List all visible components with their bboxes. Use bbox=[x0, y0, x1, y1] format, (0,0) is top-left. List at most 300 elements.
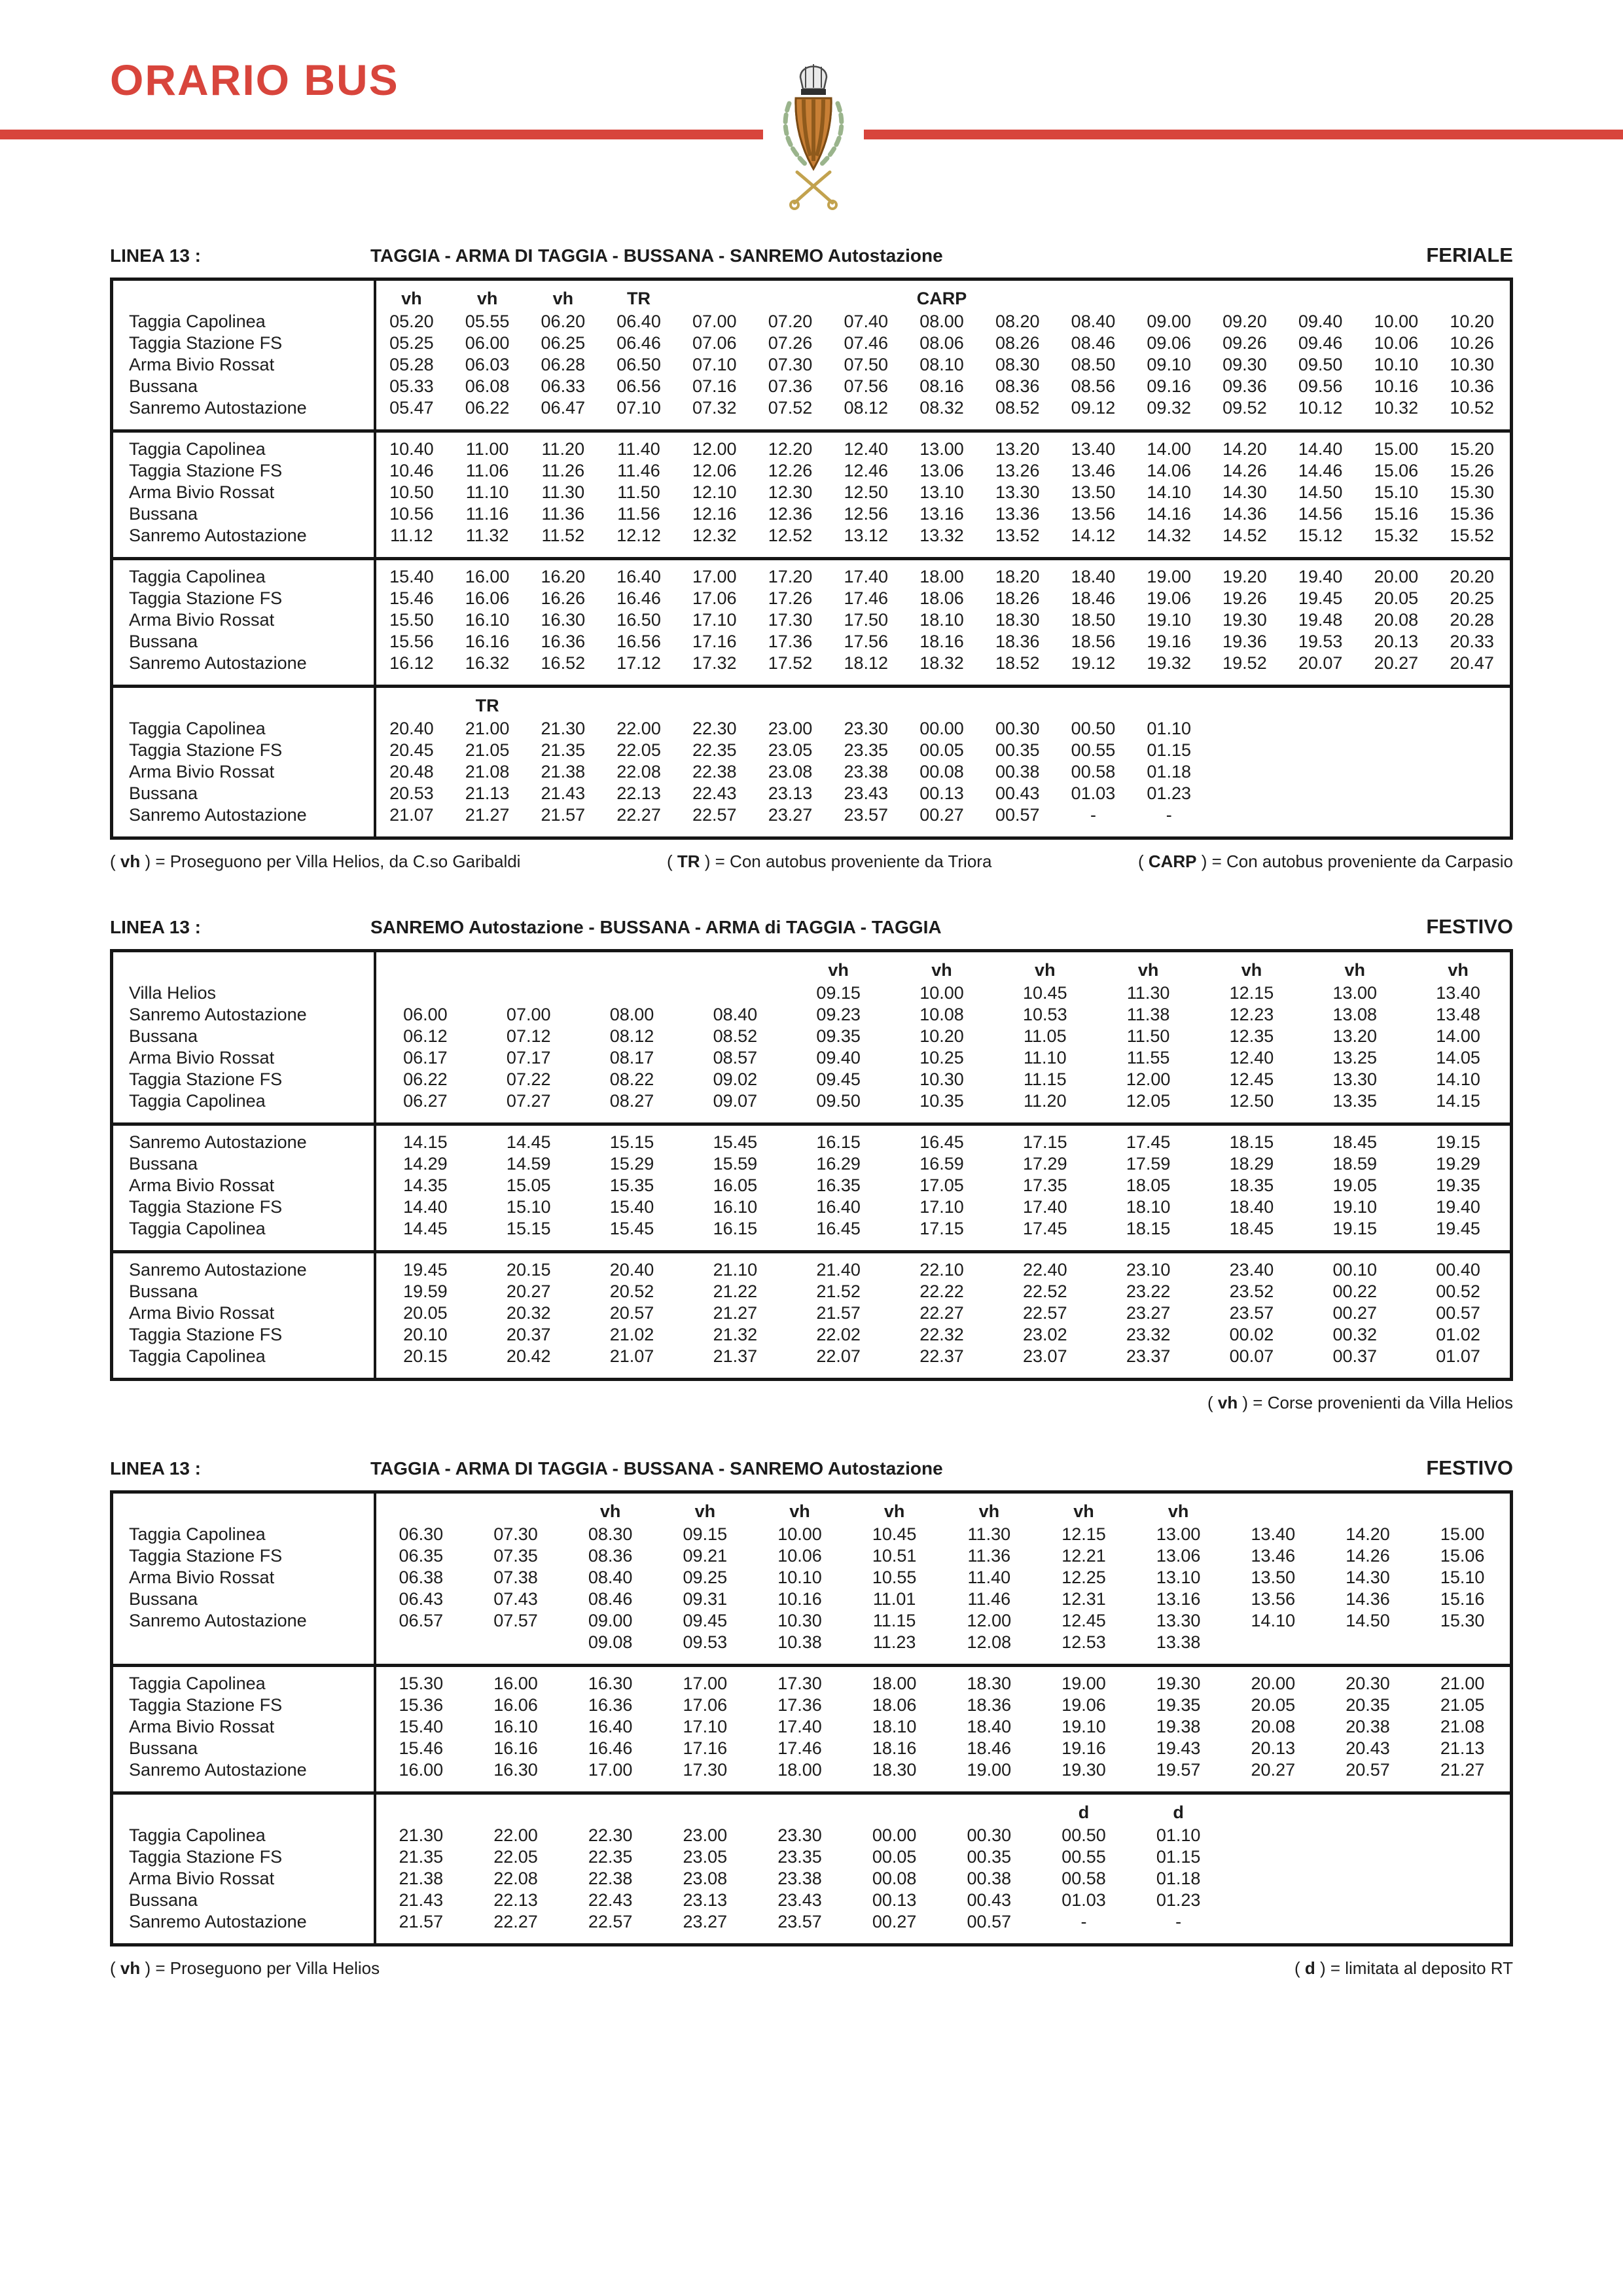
time-cell: 19.15 bbox=[1436, 1132, 1480, 1152]
time-cell: 19.29 bbox=[1436, 1154, 1480, 1174]
time-cell: 00.50 bbox=[1061, 1825, 1106, 1845]
time-cell: 13.50 bbox=[1071, 482, 1116, 502]
time-cell: 19.40 bbox=[1436, 1197, 1480, 1217]
time-cell: 22.30 bbox=[588, 1825, 633, 1845]
time-cell: 20.07 bbox=[1298, 653, 1343, 673]
time-cell: 11.23 bbox=[872, 1632, 916, 1652]
time-cell: 20.40 bbox=[389, 719, 434, 738]
time-cell: 22.35 bbox=[588, 1847, 633, 1867]
time-cell: 15.40 bbox=[609, 1197, 654, 1217]
time-cell: 23.13 bbox=[683, 1890, 728, 1910]
timetable-row bbox=[113, 1004, 1510, 1026]
timetable-row bbox=[113, 1302, 1510, 1324]
time-cell: 20.48 bbox=[389, 762, 434, 781]
time-cell: 00.32 bbox=[1332, 1325, 1378, 1344]
time-cell: 00.00 bbox=[919, 719, 964, 738]
time-cell: 21.30 bbox=[399, 1825, 444, 1845]
time-cell: 05.25 bbox=[389, 333, 434, 353]
time-cell: 17.36 bbox=[768, 632, 813, 651]
timetable-row bbox=[113, 609, 1510, 631]
time-cell: 17.50 bbox=[844, 610, 889, 630]
time-cell: 18.36 bbox=[995, 632, 1040, 651]
stop-label: Bussana bbox=[129, 1026, 198, 1046]
time-cell: 17.15 bbox=[1023, 1132, 1067, 1152]
time-cell: 13.36 bbox=[995, 504, 1040, 524]
time-cell: 11.15 bbox=[1024, 1069, 1067, 1089]
time-cell: 21.27 bbox=[465, 805, 510, 825]
footnote-code: TR bbox=[677, 852, 700, 871]
footnotes-row bbox=[110, 852, 1513, 872]
time-cell: 06.00 bbox=[403, 1005, 448, 1024]
time-cell: 21.32 bbox=[713, 1325, 758, 1344]
time-cell: 22.13 bbox=[616, 783, 661, 803]
timetable-block bbox=[113, 429, 1510, 557]
time-cell: 19.05 bbox=[1332, 1175, 1378, 1195]
time-cell: 11.46 bbox=[967, 1589, 1011, 1609]
time-cell: 18.10 bbox=[919, 610, 964, 630]
timetable-row bbox=[113, 740, 1510, 761]
time-cell: 23.30 bbox=[844, 719, 889, 738]
time-cell: 17.00 bbox=[692, 567, 737, 586]
time-cell: 23.08 bbox=[768, 762, 813, 781]
footnote-code: vh bbox=[120, 1958, 141, 1978]
time-cell: 20.52 bbox=[609, 1282, 654, 1301]
time-cell: 10.30 bbox=[777, 1611, 822, 1630]
time-cell: 12.00 bbox=[967, 1611, 1012, 1630]
time-cell: 08.00 bbox=[609, 1005, 654, 1024]
time-cell: 19.40 bbox=[1298, 567, 1343, 586]
flag-cell: vh bbox=[883, 1501, 905, 1521]
timetable-row bbox=[113, 525, 1510, 547]
stop-label: Villa Helios bbox=[129, 983, 217, 1003]
time-cell: 11.30 bbox=[967, 1524, 1011, 1544]
time-cell: 12.35 bbox=[1229, 1026, 1274, 1046]
time-cell: 14.00 bbox=[1436, 1026, 1480, 1046]
time-cell: 13.48 bbox=[1436, 1005, 1480, 1024]
time-cell: 08.06 bbox=[919, 333, 964, 353]
time-cell: 16.06 bbox=[465, 588, 510, 608]
time-cell: 12.15 bbox=[1061, 1524, 1106, 1544]
time-cell: 13.20 bbox=[1332, 1026, 1378, 1046]
time-cell: 06.33 bbox=[541, 376, 586, 396]
stop-label: Bussana bbox=[129, 1589, 198, 1609]
time-cell: 00.35 bbox=[967, 1847, 1012, 1867]
time-cell: 11.10 bbox=[1024, 1048, 1067, 1067]
stop-label: Taggia Stazione FS bbox=[129, 1695, 283, 1715]
time-cell: 08.00 bbox=[919, 312, 964, 331]
time-cell: 16.36 bbox=[588, 1695, 633, 1715]
time-cell: 10.46 bbox=[389, 461, 434, 480]
time-cell: 12.25 bbox=[1061, 1568, 1106, 1587]
time-cell: 17.30 bbox=[777, 1674, 822, 1693]
time-cell: 00.30 bbox=[995, 719, 1040, 738]
flag-cell: vh bbox=[931, 960, 952, 980]
time-cell: 20.05 bbox=[1251, 1695, 1296, 1715]
time-cell: 16.30 bbox=[493, 1760, 538, 1780]
line-label: LINEA 13 : bbox=[110, 917, 201, 937]
time-cell: 06.40 bbox=[616, 312, 661, 331]
time-cell: 12.06 bbox=[692, 461, 737, 480]
time-cell: 22.57 bbox=[1023, 1303, 1067, 1323]
footnote-code: vh bbox=[120, 852, 141, 871]
flag-cell: d bbox=[1173, 1803, 1184, 1822]
timetable-row bbox=[113, 354, 1510, 376]
time-cell: 00.38 bbox=[995, 762, 1040, 781]
time-cell: 23.52 bbox=[1229, 1282, 1274, 1301]
time-cell: 22.43 bbox=[588, 1890, 633, 1910]
time-cell: 15.40 bbox=[389, 567, 434, 586]
time-cell: 00.57 bbox=[995, 805, 1040, 825]
timetable-row bbox=[113, 761, 1510, 783]
time-cell: 20.53 bbox=[389, 783, 434, 803]
time-cell: 16.20 bbox=[541, 567, 586, 586]
time-cell: 08.40 bbox=[588, 1568, 633, 1587]
time-cell: 06.43 bbox=[399, 1589, 444, 1609]
time-cell: 22.13 bbox=[493, 1890, 538, 1910]
time-cell: 16.46 bbox=[588, 1738, 633, 1758]
time-cell: 00.13 bbox=[872, 1890, 917, 1910]
flags-row bbox=[113, 694, 1510, 718]
time-cell: 08.57 bbox=[713, 1048, 758, 1067]
timetable-row bbox=[113, 1695, 1510, 1716]
time-cell: 17.46 bbox=[777, 1738, 822, 1758]
time-cell: 19.30 bbox=[1156, 1674, 1201, 1693]
time-cell: 13.52 bbox=[995, 526, 1040, 545]
time-cell: 15.45 bbox=[713, 1132, 758, 1152]
time-cell: 08.32 bbox=[919, 398, 964, 418]
time-cell: 18.26 bbox=[995, 588, 1040, 608]
stop-label: Taggia Stazione FS bbox=[129, 461, 283, 480]
line-label: LINEA 13 : bbox=[110, 1458, 201, 1479]
time-cell: 00.35 bbox=[995, 740, 1040, 760]
timetable-row bbox=[113, 1632, 1510, 1653]
time-cell: 14.20 bbox=[1346, 1524, 1390, 1544]
time-cell: 22.05 bbox=[616, 740, 661, 760]
flag-cell: vh bbox=[599, 1501, 621, 1521]
time-cell: 09.50 bbox=[816, 1091, 861, 1111]
time-cell: 20.47 bbox=[1450, 653, 1494, 673]
time-cell: 01.03 bbox=[1061, 1890, 1106, 1910]
time-cell: 12.46 bbox=[844, 461, 889, 480]
route-title: SANREMO Autostazione - BUSSANA - ARMA di TAGGIA - TAGGIA bbox=[370, 917, 942, 937]
stop-label: Arma Bivio Rossat bbox=[129, 1717, 275, 1736]
timetable-row bbox=[113, 588, 1510, 609]
flag-cell: vh bbox=[1073, 1501, 1094, 1521]
time-cell: 11.16 bbox=[465, 504, 509, 524]
time-cell: 19.45 bbox=[1298, 588, 1343, 608]
timetable-row bbox=[113, 397, 1510, 419]
time-cell: 08.10 bbox=[919, 355, 964, 374]
time-cell: 07.00 bbox=[692, 312, 737, 331]
timetable-row bbox=[113, 1218, 1510, 1240]
time-cell: - bbox=[1080, 1912, 1087, 1931]
stop-label: Bussana bbox=[129, 504, 198, 524]
time-cell: 19.00 bbox=[1147, 567, 1191, 586]
stop-label: Bussana bbox=[129, 1154, 198, 1174]
time-cell: 07.43 bbox=[493, 1589, 538, 1609]
timetable-row bbox=[113, 503, 1510, 525]
stop-label: Sanremo Autostazione bbox=[129, 398, 307, 418]
time-cell: 07.36 bbox=[768, 376, 813, 396]
time-cell: 09.45 bbox=[683, 1611, 728, 1630]
time-cell: 17.40 bbox=[1023, 1197, 1067, 1217]
time-cell: 00.55 bbox=[1071, 740, 1116, 760]
time-cell: 22.32 bbox=[919, 1325, 964, 1344]
time-cell: 18.36 bbox=[967, 1695, 1012, 1715]
stop-label: Bussana bbox=[129, 1738, 198, 1758]
time-cell: 01.10 bbox=[1156, 1825, 1201, 1845]
time-cell: 12.20 bbox=[768, 439, 813, 459]
time-cell: 16.00 bbox=[465, 567, 510, 586]
time-cell: 18.46 bbox=[1071, 588, 1116, 608]
timetable-block bbox=[113, 281, 1510, 429]
time-cell: 17.32 bbox=[692, 653, 737, 673]
time-cell: 19.38 bbox=[1156, 1717, 1201, 1736]
stop-label: Taggia Capolinea bbox=[129, 312, 266, 331]
time-cell: 10.50 bbox=[389, 482, 434, 502]
time-cell: 23.27 bbox=[683, 1912, 728, 1931]
time-cell: 19.35 bbox=[1156, 1695, 1201, 1715]
time-cell: 22.37 bbox=[919, 1346, 964, 1366]
timetable-row bbox=[113, 1259, 1510, 1281]
time-cell: 21.07 bbox=[609, 1346, 654, 1366]
time-cell: 06.47 bbox=[541, 398, 586, 418]
time-cell: 17.45 bbox=[1023, 1219, 1067, 1238]
footnotes-row bbox=[110, 1958, 1513, 1979]
time-cell: 13.00 bbox=[1156, 1524, 1201, 1544]
time-cell: 13.00 bbox=[919, 439, 964, 459]
time-cell: 06.20 bbox=[541, 312, 586, 331]
time-cell: 05.33 bbox=[389, 376, 434, 396]
stop-label: Taggia Stazione FS bbox=[129, 1197, 283, 1217]
time-cell: 13.26 bbox=[995, 461, 1040, 480]
time-cell: 08.36 bbox=[995, 376, 1040, 396]
time-cell: 07.16 bbox=[692, 376, 737, 396]
time-cell: 17.30 bbox=[768, 610, 813, 630]
time-cell: 14.32 bbox=[1147, 526, 1191, 545]
time-cell: 22.02 bbox=[816, 1325, 861, 1344]
time-cell: 19.12 bbox=[1071, 653, 1116, 673]
time-cell: 11.30 bbox=[541, 482, 585, 502]
timetable-row bbox=[113, 460, 1510, 482]
timetable-row bbox=[113, 1069, 1510, 1090]
timetable-row bbox=[113, 1090, 1510, 1112]
time-cell: 20.15 bbox=[506, 1260, 551, 1280]
time-cell: 09.31 bbox=[683, 1589, 728, 1609]
time-cell: 21.27 bbox=[1440, 1760, 1485, 1780]
time-cell: 06.12 bbox=[403, 1026, 448, 1046]
time-cell: 11.46 bbox=[617, 461, 660, 480]
time-cell: 16.10 bbox=[493, 1717, 538, 1736]
time-cell: 20.40 bbox=[609, 1260, 654, 1280]
time-cell: 00.27 bbox=[872, 1912, 917, 1931]
time-cell: 11.32 bbox=[465, 526, 509, 545]
time-cell: 16.00 bbox=[399, 1760, 444, 1780]
time-cell: 23.40 bbox=[1229, 1260, 1274, 1280]
time-cell: 19.57 bbox=[1156, 1760, 1201, 1780]
time-cell: 11.30 bbox=[1126, 983, 1170, 1003]
time-cell: 18.16 bbox=[919, 632, 964, 651]
time-cell: 18.30 bbox=[872, 1760, 917, 1780]
time-cell: 07.46 bbox=[844, 333, 889, 353]
footnote-code: CARP bbox=[1148, 852, 1197, 871]
time-cell: 20.57 bbox=[609, 1303, 654, 1323]
time-cell: 11.36 bbox=[541, 504, 585, 524]
time-cell: 16.30 bbox=[588, 1674, 633, 1693]
timetable-block bbox=[113, 1122, 1510, 1250]
time-cell: 17.36 bbox=[777, 1695, 822, 1715]
timetables bbox=[0, 243, 1623, 1979]
time-cell: 15.36 bbox=[399, 1695, 444, 1715]
time-cell: 16.52 bbox=[541, 653, 586, 673]
time-cell: 12.45 bbox=[1061, 1611, 1106, 1630]
time-cell: 17.12 bbox=[616, 653, 661, 673]
time-cell: 17.29 bbox=[1023, 1154, 1067, 1174]
timetable-section bbox=[110, 915, 1513, 1413]
time-cell: 11.56 bbox=[617, 504, 660, 524]
time-cell: 20.27 bbox=[1374, 653, 1419, 673]
time-cell: 12.32 bbox=[692, 526, 737, 545]
flags-row bbox=[113, 1801, 1510, 1825]
stop-label: Taggia Capolinea bbox=[129, 567, 266, 586]
stop-label: Taggia Stazione FS bbox=[129, 740, 283, 760]
time-cell: 11.10 bbox=[465, 482, 509, 502]
time-cell: 22.08 bbox=[493, 1869, 538, 1888]
time-cell: 08.52 bbox=[995, 398, 1040, 418]
route-title: TAGGIA - ARMA DI TAGGIA - BUSSANA - SANREMO Autostazione bbox=[370, 245, 943, 266]
table-header bbox=[110, 1456, 1513, 1480]
time-cell: 08.50 bbox=[1071, 355, 1116, 374]
time-cell: 21.30 bbox=[541, 719, 586, 738]
time-cell: 14.10 bbox=[1251, 1611, 1296, 1630]
time-cell: 15.05 bbox=[506, 1175, 551, 1195]
time-cell: 22.30 bbox=[692, 719, 737, 738]
timetable-block bbox=[113, 1494, 1510, 1664]
time-cell: 07.06 bbox=[692, 333, 737, 353]
time-cell: 01.03 bbox=[1071, 783, 1116, 803]
table-header bbox=[110, 915, 1513, 939]
timetable-row bbox=[113, 1524, 1510, 1545]
time-cell: 06.56 bbox=[616, 376, 661, 396]
time-cell: 09.00 bbox=[1147, 312, 1191, 331]
time-cell: 08.52 bbox=[713, 1026, 758, 1046]
time-cell: 01.10 bbox=[1147, 719, 1191, 738]
time-cell: 18.06 bbox=[919, 588, 964, 608]
time-cell: 18.10 bbox=[1126, 1197, 1171, 1217]
time-cell: 10.06 bbox=[777, 1546, 822, 1566]
time-cell: 08.46 bbox=[588, 1589, 633, 1609]
stop-label: Sanremo Autostazione bbox=[129, 805, 307, 825]
time-cell: 15.29 bbox=[609, 1154, 654, 1174]
time-cell: 09.52 bbox=[1222, 398, 1267, 418]
time-cell: 17.05 bbox=[919, 1175, 964, 1195]
time-cell: 11.38 bbox=[1126, 1005, 1170, 1024]
time-cell: 14.30 bbox=[1222, 482, 1267, 502]
time-cell: 15.30 bbox=[1450, 482, 1494, 502]
time-cell: 06.00 bbox=[465, 333, 510, 353]
time-cell: 15.56 bbox=[389, 632, 434, 651]
time-cell: 11.52 bbox=[541, 526, 585, 545]
stop-label: Taggia Capolinea bbox=[129, 1674, 266, 1693]
time-cell: 23.38 bbox=[777, 1869, 822, 1888]
time-cell: 23.43 bbox=[777, 1890, 822, 1910]
time-cell: 07.27 bbox=[506, 1091, 551, 1111]
time-cell: 23.30 bbox=[777, 1825, 822, 1845]
flag-cell: vh bbox=[1168, 1501, 1189, 1521]
time-cell: 21.57 bbox=[816, 1303, 861, 1323]
footnote: ( vh ) = Corse provenienti da Villa Helios bbox=[1207, 1393, 1513, 1412]
time-cell: 21.52 bbox=[816, 1282, 861, 1301]
time-cell: 07.30 bbox=[493, 1524, 538, 1544]
time-cell: 19.10 bbox=[1332, 1197, 1378, 1217]
time-cell: 06.22 bbox=[403, 1069, 448, 1089]
time-cell: 20.57 bbox=[1346, 1760, 1390, 1780]
flags-row bbox=[113, 1499, 1510, 1524]
time-cell: 18.15 bbox=[1229, 1132, 1274, 1152]
time-cell: 22.27 bbox=[919, 1303, 964, 1323]
time-cell: 13.46 bbox=[1071, 461, 1116, 480]
time-cell: 23.08 bbox=[683, 1869, 728, 1888]
time-cell: 12.53 bbox=[1061, 1632, 1106, 1652]
time-cell: 11.06 bbox=[465, 461, 509, 480]
time-cell: 10.45 bbox=[872, 1524, 917, 1544]
time-cell: 10.00 bbox=[777, 1524, 822, 1544]
time-cell: 10.08 bbox=[919, 1005, 964, 1024]
time-cell: 23.10 bbox=[1126, 1260, 1171, 1280]
time-cell: 18.52 bbox=[995, 653, 1040, 673]
stop-label: Sanremo Autostazione bbox=[129, 1611, 307, 1630]
time-cell: 06.35 bbox=[399, 1546, 444, 1566]
time-cell: 10.00 bbox=[919, 983, 964, 1003]
time-cell: 00.50 bbox=[1071, 719, 1116, 738]
time-cell: 20.35 bbox=[1346, 1695, 1390, 1715]
timetable-row bbox=[113, 783, 1510, 804]
flag-cell: vh bbox=[978, 1501, 1000, 1521]
time-cell: 09.16 bbox=[1147, 376, 1191, 396]
flag-cell: vh bbox=[401, 289, 422, 308]
time-cell: 21.02 bbox=[609, 1325, 654, 1344]
time-cell: 08.17 bbox=[609, 1048, 654, 1067]
flag-cell: CARP bbox=[916, 289, 967, 308]
flag-cell: vh bbox=[1035, 960, 1056, 980]
time-cell: 16.06 bbox=[493, 1695, 538, 1715]
time-cell: 12.08 bbox=[967, 1632, 1012, 1652]
time-cell: 18.50 bbox=[1071, 610, 1116, 630]
time-cell: 16.29 bbox=[816, 1154, 861, 1174]
time-cell: 06.50 bbox=[616, 355, 661, 374]
timetable-block bbox=[113, 1664, 1510, 1791]
stop-label: Arma Bivio Rossat bbox=[129, 482, 275, 502]
time-cell: 20.27 bbox=[506, 1282, 551, 1301]
stop-label: Taggia Stazione FS bbox=[129, 1325, 283, 1344]
stop-label: Bussana bbox=[129, 1282, 198, 1301]
flag-cell: vh bbox=[789, 1501, 810, 1521]
timetable-row bbox=[113, 1545, 1510, 1567]
time-cell: 09.00 bbox=[588, 1611, 633, 1630]
time-cell: 22.43 bbox=[692, 783, 737, 803]
time-cell: 13.32 bbox=[919, 526, 964, 545]
timetable-row bbox=[113, 1610, 1510, 1632]
timetable-row bbox=[113, 332, 1510, 354]
time-cell: 11.05 bbox=[1024, 1026, 1067, 1046]
time-cell: 00.05 bbox=[872, 1847, 917, 1867]
time-cell: 10.25 bbox=[919, 1048, 964, 1067]
time-cell: 09.12 bbox=[1071, 398, 1116, 418]
time-cell: 13.56 bbox=[1071, 504, 1116, 524]
time-cell: 11.40 bbox=[967, 1568, 1011, 1587]
time-cell: 18.00 bbox=[872, 1674, 917, 1693]
time-cell: 16.50 bbox=[616, 610, 661, 630]
